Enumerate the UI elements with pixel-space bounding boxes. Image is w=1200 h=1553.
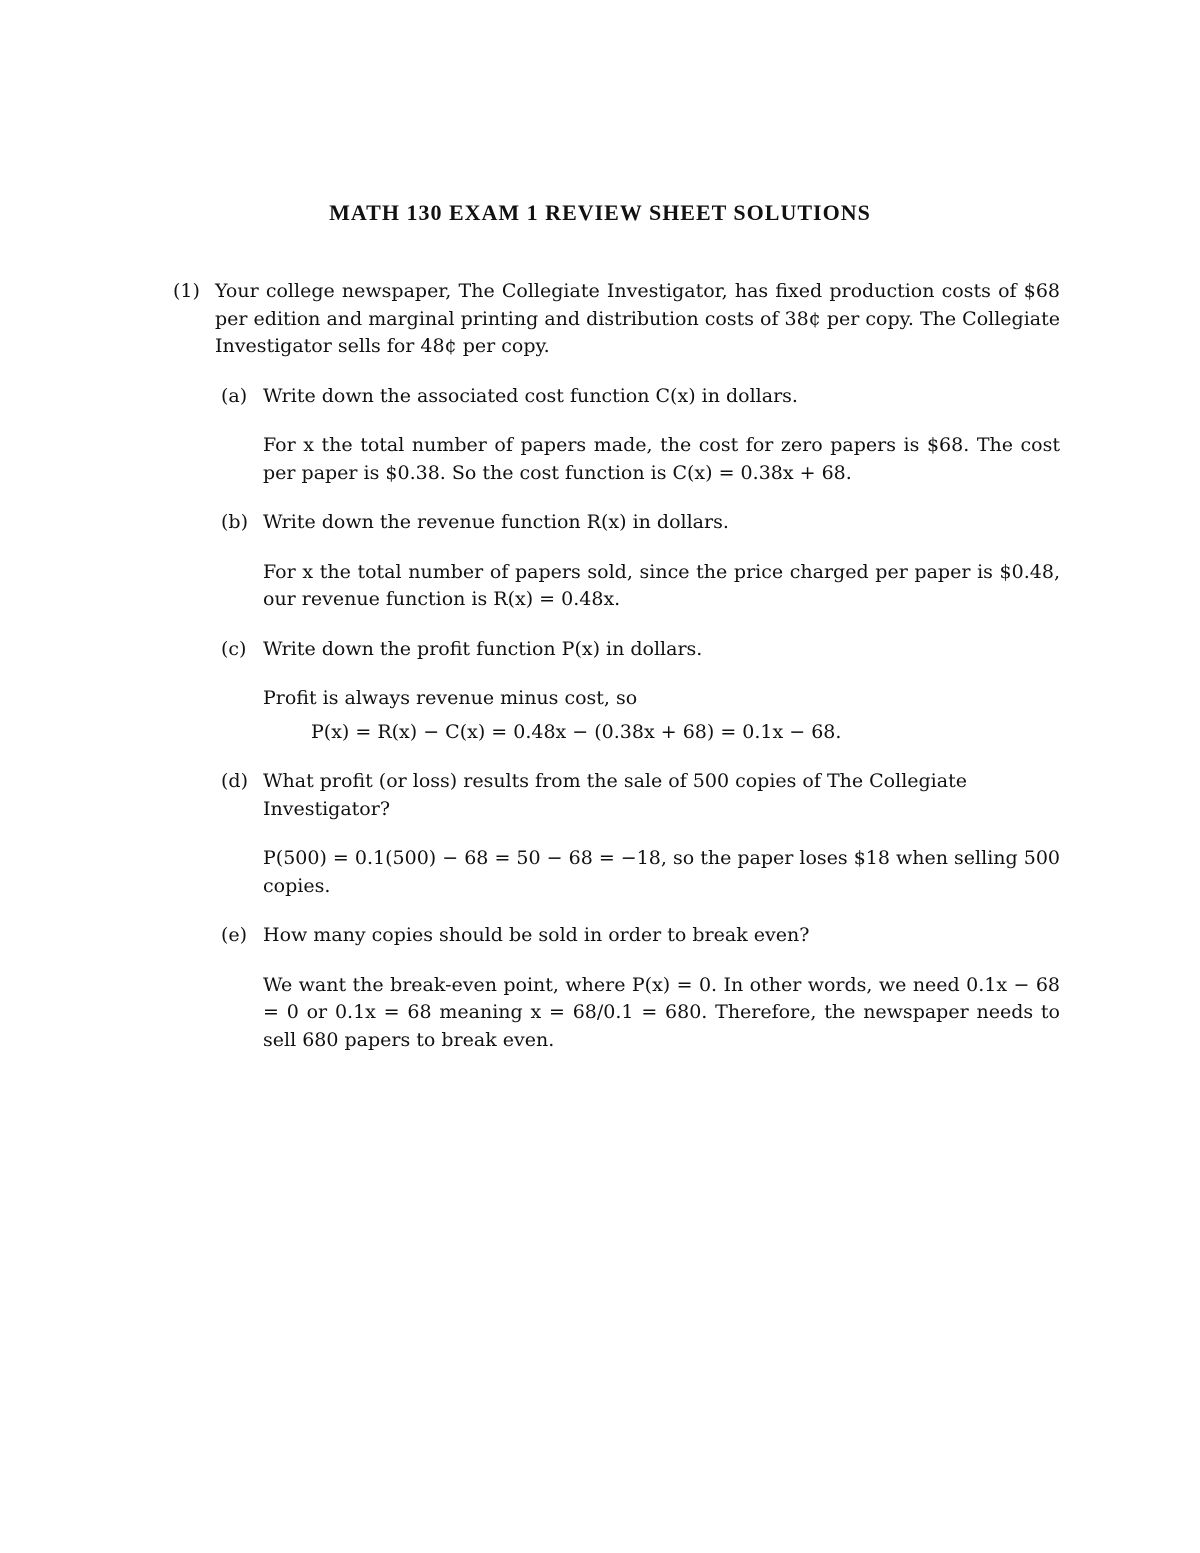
part-b bbox=[215, 509, 1060, 614]
problem-intro: Your college newspaper, The Collegiate Investigator, has fixed production costs of $68 per edition and marginal printing and distribution costs of 38¢ per copy. The Collegiate Investigator sells for 48¢ per copy. bbox=[215, 280, 1060, 357]
part-letter: (b) bbox=[221, 511, 248, 533]
problem-1 bbox=[173, 278, 1060, 1054]
part-d bbox=[215, 768, 1060, 900]
part-answer: For x the total number of papers sold, since the price charged per paper is $0.48, our revenue function is R(x) = 0.48x. bbox=[263, 560, 1060, 610]
document-title: MATH 130 EXAM 1 REVIEW SHEET SOLUTIONS bbox=[329, 200, 871, 225]
part-question: Write down the profit function P(x) in dollars. bbox=[263, 637, 703, 660]
part-question: What profit (or loss) results from the sale of 500 copies of The Collegiate Investigator? bbox=[263, 770, 967, 820]
part-c bbox=[215, 636, 1060, 747]
part-e bbox=[215, 922, 1060, 1054]
part-question: Write down the revenue function R(x) in dollars. bbox=[263, 511, 729, 533]
part-letter: (c) bbox=[221, 637, 247, 660]
part-a bbox=[215, 383, 1060, 488]
profit-equation: P(x) = R(x) − C(x) = 0.48x − (0.38x + 68) = 0.1x − 68. bbox=[311, 720, 842, 743]
part-letter: (e) bbox=[221, 924, 248, 946]
part-question: How many copies should be sold in order to break even? bbox=[263, 924, 810, 946]
part-letter: (a) bbox=[221, 384, 248, 407]
part-answer: P(500) = 0.1(500) − 68 = 50 − 68 = −18, so the paper loses $18 when selling 500 copies. bbox=[263, 847, 1060, 897]
part-answer: Profit is always revenue minus cost, so bbox=[263, 687, 638, 709]
part-answer: For x the total number of papers made, the cost for zero papers is $68. The cost per paper is $0.38. So the cost function is C(x) = 0.38x + 68. bbox=[263, 434, 1060, 484]
problem-number: (1) bbox=[173, 280, 200, 302]
part-answer: We want the break-even point, where P(x) = 0. In other words, we need 0.1x − 68 = 0 or 0.1x = 68 meaning x = 68/0.1 = 680. Therefore, the newspaper needs to sell 680 papers to break even. bbox=[263, 973, 1060, 1051]
part-question: Write down the associated cost function C(x) in dollars. bbox=[263, 384, 798, 407]
part-letter: (d) bbox=[221, 770, 248, 792]
